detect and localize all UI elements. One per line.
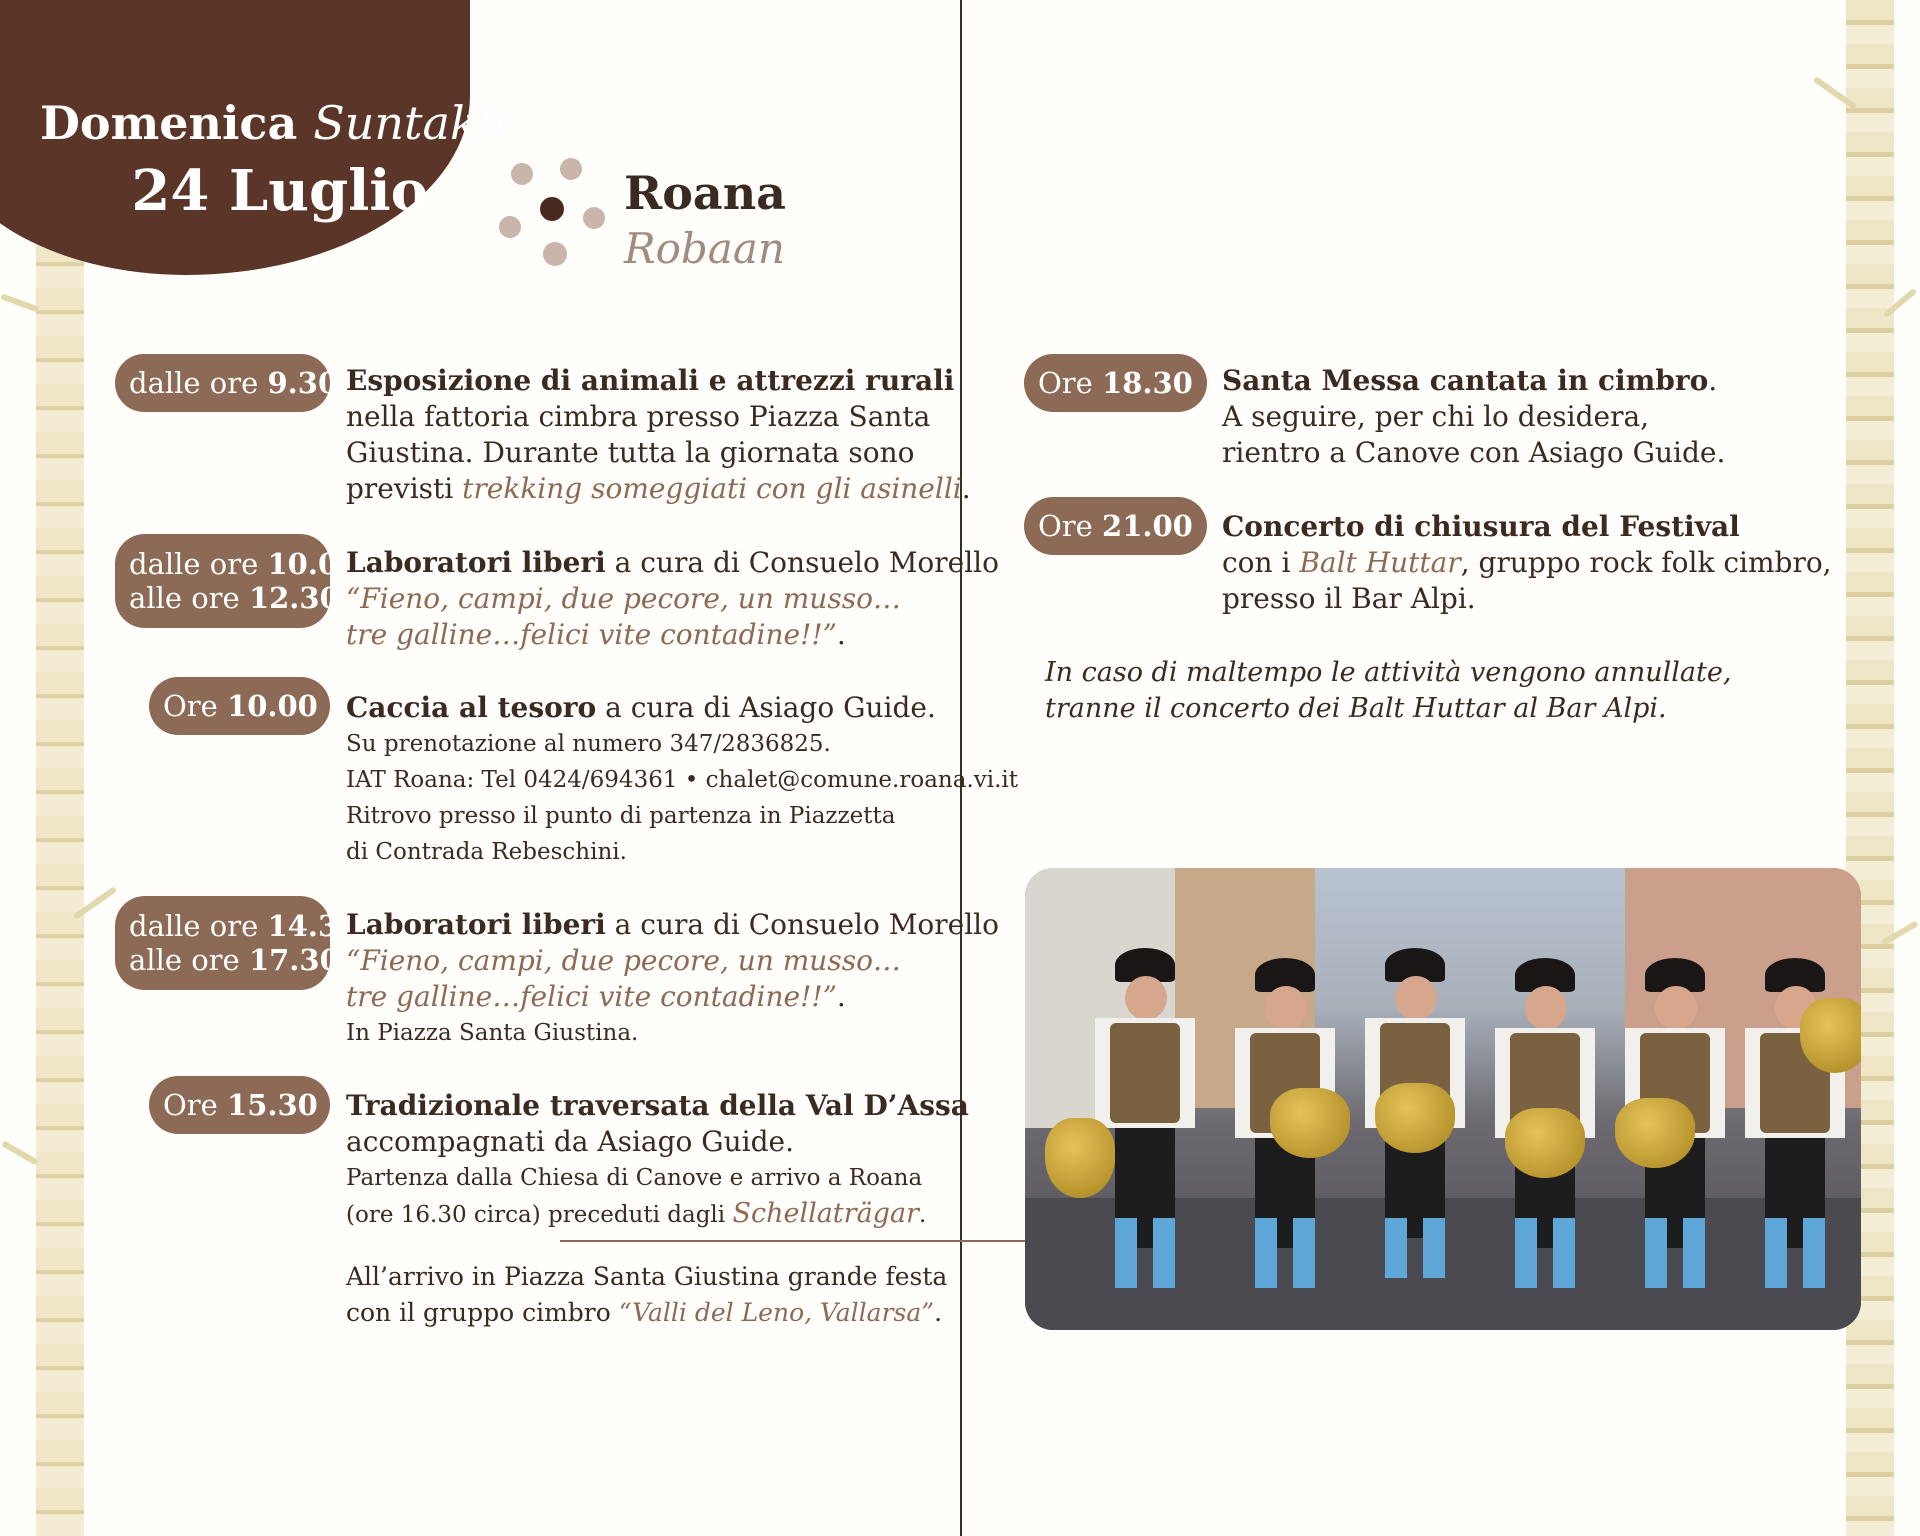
time-badge: Ore 18.30 <box>1024 354 1207 412</box>
note-line: All’arrivo in Piazza Santa Giustina grande festa <box>346 1262 948 1291</box>
event-line: tre galline…felici vite contadine!!”. <box>346 618 846 651</box>
event-line: tre galline…felici vite contadine!!”. <box>346 980 846 1013</box>
event-line: nella fattoria cimbra presso Piazza Santa <box>346 400 931 433</box>
day-cimbrian: Suntakh <box>313 96 508 150</box>
final-note <box>346 1259 947 1331</box>
event-title: Caccia al tesoro a cura di Asiago Guide. <box>346 691 936 724</box>
branch <box>0 293 40 312</box>
place-cimbrian: Robaan <box>624 224 785 273</box>
event-title: Laboratori liberi a cura di Consuelo Morello <box>346 546 999 579</box>
day-name: Domenica <box>40 96 298 150</box>
event-line: con i Balt Huttar, gruppo rock folk cimbro, <box>1222 546 1832 579</box>
connector-line <box>560 1240 1025 1242</box>
event-line: Ritrovo presso il punto di partenza in Piazzetta <box>346 803 896 829</box>
time-badge: dalle ore 9.30 <box>115 354 330 412</box>
event-traversata <box>346 1088 969 1233</box>
event-title: Santa Messa cantata in cimbro. <box>1222 364 1718 397</box>
note-line: con il gruppo cimbro “Valli del Leno, Vallarsa”. <box>346 1298 943 1327</box>
event-line: Su prenotazione al numero 347/2836825. <box>346 731 831 757</box>
weather-note <box>1045 655 1731 727</box>
event-title: Laboratori liberi a cura di Consuelo Morello <box>346 908 999 941</box>
time-badge: Ore 10.00 <box>149 677 330 735</box>
event-photo <box>1025 868 1861 1330</box>
event-line: A seguire, per chi lo desidera, <box>1222 400 1650 433</box>
event-title: Esposizione di animali e attrezzi rurali <box>346 364 955 397</box>
event-line: (ore 16.30 circa) preceduti dagli Schellaträgar. <box>346 1198 927 1229</box>
time-badge: Ore 15.30 <box>149 1076 330 1134</box>
event-line: di Contrada Rebeschini. <box>346 839 627 865</box>
event-line: Partenza dalla Chiesa di Canove e arrivo a Roana <box>346 1165 923 1191</box>
note-line: In caso di maltempo le attività vengono annullate, <box>1045 657 1732 688</box>
event-line: rientro a Canove con Asiago Guide. <box>1222 436 1726 469</box>
branch <box>1 1140 39 1165</box>
header-date: 24 Luglio <box>131 158 428 224</box>
event-caccia-tesoro <box>346 690 1018 870</box>
note-line: tranne il concerto dei Balt Huttar al Bar Alpi. <box>1045 693 1667 724</box>
event-line: IAT Roana: Tel 0424/694361 • chalet@comune.roana.vi.it <box>346 767 1019 793</box>
time-badge: dalle ore 14.30 alle ore 17.30 <box>115 896 330 990</box>
time-badge: Ore 21.00 <box>1024 497 1207 555</box>
event-line: previsti trekking someggiati con gli asinelli. <box>346 472 971 505</box>
event-title: Tradizionale traversata della Val D’Assa <box>346 1089 969 1122</box>
event-concerto <box>1222 509 1832 617</box>
event-line: “Fieno, campi, due pecore, un musso… <box>346 582 901 615</box>
time-badge: dalle ore 10.00 alle ore 12.30 <box>115 534 330 628</box>
place-name: Roana <box>624 166 786 220</box>
event-line: “Fieno, campi, due pecore, un musso… <box>346 944 901 977</box>
event-line: presso il Bar Alpi. <box>1222 582 1476 615</box>
event-line: accompagnati da Asiago Guide. <box>346 1125 795 1158</box>
event-line: Giustina. Durante tutta la giornata sono <box>346 436 915 469</box>
event-title: Concerto di chiusura del Festival <box>1222 510 1740 543</box>
header-day <box>40 96 508 150</box>
event-santa-messa <box>1222 363 1725 471</box>
event-esposizione <box>346 363 971 507</box>
event-laboratori-morning <box>346 545 999 653</box>
event-line: In Piazza Santa Giustina. <box>346 1020 639 1046</box>
event-laboratori-afternoon <box>346 907 999 1051</box>
